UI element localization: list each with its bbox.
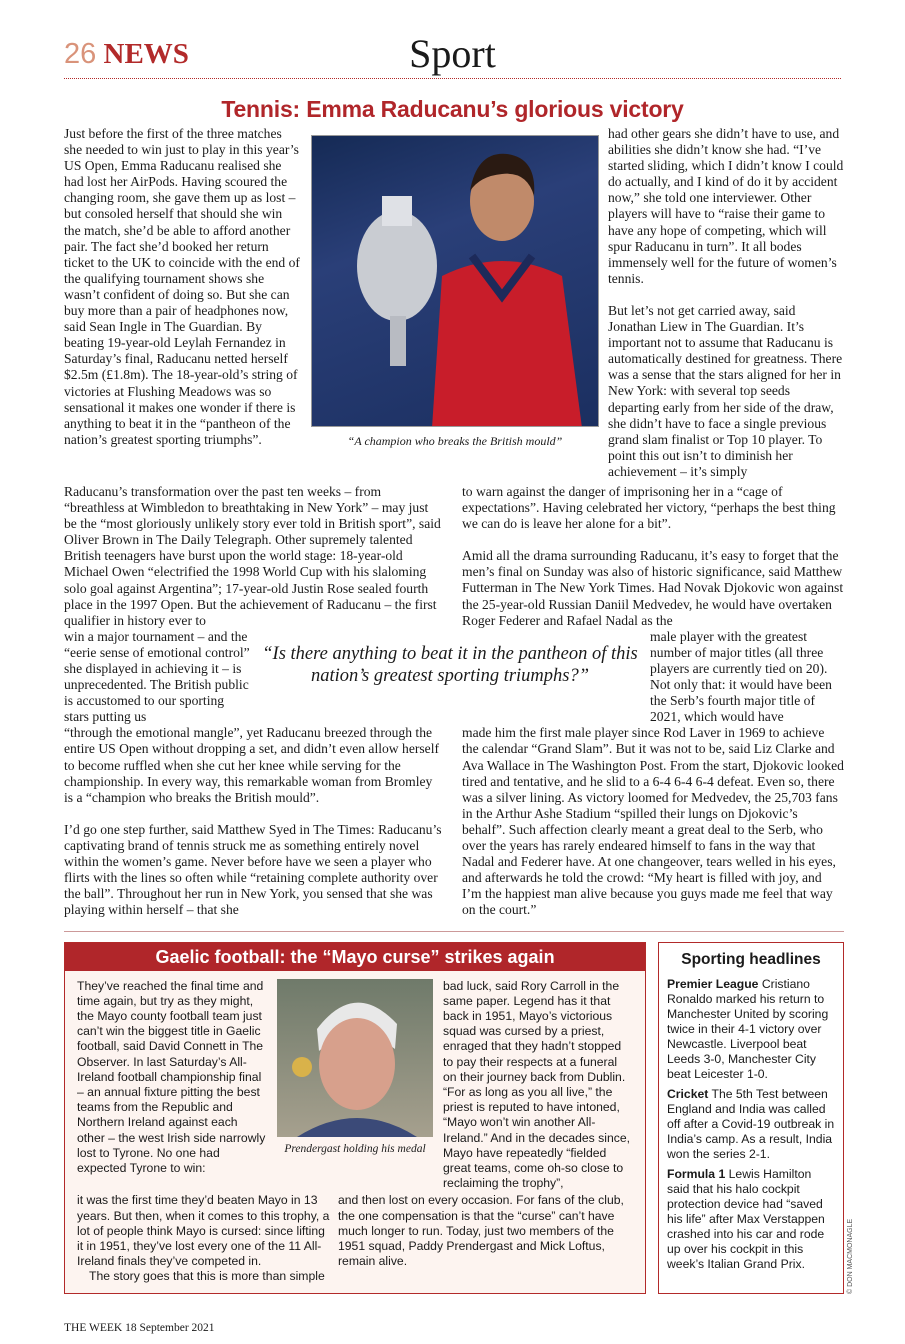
page-number-value: 26 (64, 38, 97, 70)
gaelic-top-row (77, 979, 633, 1192)
tennis-top-row (64, 126, 844, 480)
pull-quote: “Is there anything to beat it in the pantheon of this nation’s greatest sporting triumphs?” (262, 643, 638, 686)
raducanu-photo (311, 135, 599, 427)
sporting-headlines-box (658, 942, 844, 1294)
section-label: NEWS (103, 38, 189, 70)
headline-text: The 5th Test between England and India was called off after a Covid-19 outbreak in India’s camp. As a result, India won the series 2-1. (667, 1086, 835, 1161)
paragraph: I’d go one step further, said Matthew Syed in The Times: Raducanu’s captivating brand of tennis struck me as something entirely novel within the women’s game. Never before have we seen a player who flirts with the lines so often while “retaining complete authority over the ball”. Throughout her run in New York, you sensed that she was playing within herself – that she (64, 821, 442, 918)
headline-item (667, 977, 835, 1082)
tennis-lower-bottom-row (64, 725, 844, 918)
paragraph: Amid all the drama surrounding Raducanu, it’s easy to forget that the men’s final on Sunday was also of historic significance, said Matthew Futterman in The New York Times. Had Novak Djokovic won against the 25-year-old Russian Daniil Medvedev, he would have overtaken Roger Federer and Rafael Nadal as the (462, 548, 844, 628)
tennis-right-top (608, 126, 844, 480)
tennis-right-b: male player with the greatest number of major titles (all three players are currently tied on 20). Not only that: it would have been the Serb’s fourth major title of 2021, which would have (650, 628, 832, 725)
prendergast-photo-block (272, 979, 438, 1155)
tennis-right-a (462, 484, 844, 629)
raducanu-photo-block (311, 135, 599, 449)
boxes-row (64, 942, 854, 1294)
header-divider (64, 78, 841, 79)
tennis-lower-top-row (64, 484, 844, 629)
paragraph: to warn against the danger of imprisoning her in a “cage of expectations”. Having celebrated her victory, “perhaps the best thing we can do is leave her alone for a bit”. (462, 483, 836, 532)
headline-label: Formula 1 (667, 1166, 726, 1181)
gaelic-right-b: and then lost on every occasion. For fans of the club, the one compensation is that the “curse” can’t have much longer to run. Today, just two members of the 1951 squad, Paddy Prendergast and Mick Loftus, remain alive. (338, 1193, 624, 1269)
gaelic-body (65, 971, 645, 1293)
gaelic-right-a: bad luck, said Rory Carroll in the same paper. Legend has it that back in 1951, Mayo’s victorious squad was cursed by a priest, enraged that they hadn’t stopped to pay their respects at a funeral on their journey back from Dublin. “For as long as you all live,” the priest is reputed to have intoned, “Mayo won’t win another All-Ireland.” And in the decades since, Mayo have repeatedly “fielded great teams, come oh-so close to reclaiming the trophy”, (443, 978, 630, 1191)
prendergast-photo (277, 979, 433, 1137)
raducanu-illustration (312, 136, 599, 427)
tennis-pull-quote-row (64, 629, 844, 726)
tennis-intro: Just before the first of the three matches she needed to win just to play in this year’s US Open, Emma Raducanu realised she had lost her AirPods. Having scoured the changing room, she gave them up as lost – but consoled herself that should she win the match, she’d be able to afford another pair. The fact she’d booked her return ticket to the UK to coincide with the end of the qualifying tournament shows she wasn’t confident of doing so. But she can buy more than a pair of headphones now, said Sean Ingle in The Guardian. By beating 19-year-old Leylah Fernandez in Saturday’s final, Raducanu netted herself $2.5m (£1.8m). The 18-year-old’s string of victories at Flushing Meadows was so sensational it makes one wonder if there is anything to beat it in the “pantheon of the nation’s greatest sporting triumphs”. (64, 126, 300, 447)
tennis-left-c (64, 725, 442, 918)
headline-item (667, 1087, 835, 1162)
headline-text: Cristiano Ronaldo marked his return to Manchester United by scoring twice in their 4-1 victory over Newcastle. Liverpool beat Leeds 3-0, Manchester City beat Leicester 1-0. (667, 976, 829, 1081)
headline-label: Premier League (667, 976, 759, 991)
photo-credit: © DON MACMONAGLE (847, 1218, 854, 1294)
tennis-right-c: made him the first male player since Rod Laver in 1969 to achieve the calendar “Grand Slam”. But it was not to be, said Liz Clarke and Ava Wallace in The Washington Post. From the start, Djokovic looked tired and tentative, and he slid to a 6-4 6-4 6-4 defeat. Even so, there was a silver lining. As victory loomed for Medvedev, the 25,703 fans in the Arthur Ashe Stadium “spilled their lungs on Djokovic’s behalf”. Such affection clearly meant a great deal to the Serb, who over the years has rarely endeared himself to fans in the way that Nadal and Federer have. At one changeover, tears welled in his eyes, and afterwards he told the crowd: “My heart is filled with joy, and I’m the happiest man alive because you guys made me feel that way on the court.” (462, 725, 844, 918)
tennis-photo-caption: “A champion who breaks the British mould” (347, 434, 563, 448)
sporting-headlines-title: Sporting headlines (681, 950, 821, 968)
tennis-left-b: win a major tournament – and the “eerie sense of emotional control” she displayed in achieving it – is unprecedented. The British public is accustomed to our sporting stars putting us (64, 628, 250, 725)
gaelic-photo-caption: Prendergast holding his medal (284, 1142, 426, 1155)
tennis-headline: Tennis: Emma Raducanu’s glorious victory (221, 96, 684, 122)
gaelic-left-b (77, 1193, 332, 1284)
page-number (64, 38, 189, 71)
headline-text: Lewis Hamilton said that his halo cockpit protection device had “saved his life” after Max Verstappen crashed into his car and rode up over his cockpit in this week’s Italian Grand Prix. (667, 1166, 825, 1271)
paragraph: it was the first time they’d beaten Mayo in 13 years. But then, when it comes to this trophy, a lot of people think Mayo is cursed: since lifting it in 1951, they’ve lost every one of the 11 All-Ireland finals they’ve competed in. (77, 1193, 330, 1269)
gaelic-left-a: They’ve reached the final time and time again, but try as they might, the Mayo county football team just can’t win the biggest title in Gaelic football, said David Connett in The Observer. In last Saturday’s All-Ireland football championship final – an annual fixture pitting the best teams from the Republic and Northern Ireland against each other – the west Irish side narrowly lost to Tyrone. No one had expected Tyrone to win: (77, 978, 266, 1175)
paragraph: had other gears she didn’t have to use, and abilities she didn’t know she had. “I’ve started sliding, which I didn’t know I could do actually, and I kind of do it by accident now,” she told one interviewer. Other players will have to “raise their game to have any hope of competing, which will spur Raducanu in turn”. It all bodes immensely well for the future of women’s tennis. (608, 126, 844, 286)
prendergast-illustration (277, 979, 433, 1137)
page-body (64, 126, 854, 1344)
section-title: Sport (409, 31, 496, 76)
paragraph: But let’s not get carried away, said Jonathan Liew in The Guardian. It’s important not to assume that Raducanu is automatically destined for greatness. There was a sense that the stars aligned for her in New York: with several top seeds departing early from her side of the draw, she didn’t have to face a single previous grand slam finalist or Top 10 player. To point this out isn’t to diminish her achievement – it’s simply (608, 302, 843, 479)
paragraph: The story goes that this is more than simple (89, 1269, 325, 1284)
gaelic-football-box (64, 942, 646, 1294)
gaelic-headline: Gaelic football: the “Mayo curse” strikes again (65, 943, 645, 971)
section-divider (64, 931, 844, 932)
tennis-left-a: Raducanu’s transformation over the past ten weeks – from “breathless at Wimbledon to breathtaking in New York” – may just be the “most gloriously unlikely story ever told in British sport”, said Oliver Brown in The Daily Telegraph. Other supremely talented British teenagers have burst upon the world stage: 18-year-old Michael Owen “electrified the 1998 World Cup with his slaloming solo goal against Argentina”; 17-year-old Justin Rose sealed fourth place in the 1997 Open. But the achievement of Raducanu – the first qualifier in history ever to (64, 483, 441, 628)
paragraph: “through the emotional mangle”, yet Raducanu breezed through the entire US Open without dropping a set, and didn’t even allow herself to become ruffled when she cut her knee while serving for the championship. In every way, this remarkable woman from Bromley is a “champion who breaks the British mould”. (64, 725, 440, 805)
footer: THE WEEK 18 September 2021 (64, 1321, 215, 1334)
headline-item (667, 1167, 835, 1272)
gaelic-bottom-row (77, 1193, 633, 1284)
headline-label: Cricket (667, 1086, 709, 1101)
